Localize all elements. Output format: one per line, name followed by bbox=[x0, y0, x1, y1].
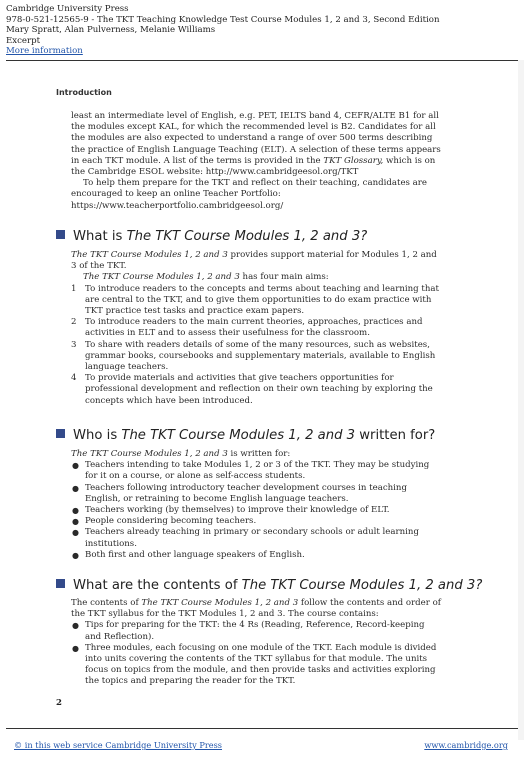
more-information-link[interactable]: More information bbox=[6, 46, 83, 57]
bullet-icon: ● bbox=[72, 528, 79, 538]
publisher-name: Cambridge University Press bbox=[6, 4, 129, 14]
list-item: 1 To introduce readers to the concepts and terms about teaching and learning that are central to the TKT, and to give them opportunities to do exam practice with TKT practice test tasks and practice exam papers. bbox=[71, 283, 439, 317]
list-item: ● Teachers already teaching in primary or secondary schools or adult learning institutions. bbox=[72, 527, 419, 549]
intro-text bbox=[71, 111, 443, 212]
list-item: ● Tips for preparing for the TKT: the 4 Rs (Reading, Reference, Record-keeping and Reflection). bbox=[72, 620, 425, 642]
list-item: ● Teachers working (by themselves) to improve their knowledge of ELT. bbox=[72, 505, 390, 516]
section-who-is-body: The TKT Course Modules 1, 2 and 3 is written for: ● Teachers intending to take Modules 1, 2 or 3 of the TKT. They may be studying for it on a course, or alone as self-access students. ● Teachers following introductory teacher development courses in teaching English, or retraining to become English language teachers. ● Teachers working (by themselves) to improve their knowledge of ELT. ● People considering becoming teachers. ● Teachers already teaching in primary or secondary schools or adult learning institutions. ● Both first and other language speakers of English. bbox=[71, 449, 443, 561]
list-item: ● People considering becoming teachers. bbox=[72, 516, 257, 527]
list-item: 2 To introduce readers to the main current theories, approaches, practices and activities in ELT and to assess their usefulness for the classroom. bbox=[71, 317, 423, 339]
website-link[interactable]: www.cambridge.org bbox=[424, 740, 508, 750]
contents-list bbox=[71, 620, 443, 687]
footer-divider bbox=[6, 728, 518, 729]
bullet-icon: ● bbox=[72, 550, 79, 560]
section-label: Introduction bbox=[56, 88, 112, 97]
excerpt-label: Excerpt bbox=[6, 35, 41, 46]
intro-paragraph-2: To help them prepare for the TKT and reflect on their teaching, candidates are encouraged to keep an online Teacher Portfolio: https://www.teacherportfolio.cambridgeesol.org/ bbox=[71, 178, 427, 211]
list-item: ● Both first and other language speakers of English. bbox=[72, 549, 305, 560]
document-header bbox=[6, 4, 516, 57]
bullet-icon: ● bbox=[72, 483, 79, 493]
bullet-icon: ● bbox=[72, 517, 79, 527]
heading-square-icon bbox=[56, 579, 65, 588]
page-number: 2 bbox=[56, 698, 62, 708]
bullet-icon: ● bbox=[72, 461, 79, 471]
aims-list bbox=[71, 284, 443, 407]
list-item: ● Teachers following introductory teacher development courses in teaching English, or retraining to become English language teachers. bbox=[72, 482, 407, 504]
section-heading-contents: What are the contents of The TKT Course Modules 1, 2 and 3? bbox=[56, 578, 482, 593]
list-item: ● Three modules, each focusing on one module of the TKT. Each module is divided into units covering the contents of the TKT syllabus for that module. The units focus on topics from the module, and then provide tasks and activities exploring the topics and preparing the reader for the TKT. bbox=[72, 642, 437, 687]
section-what-is-body: The TKT Course Modules 1, 2 and 3 provides support material for Modules 1, 2 and 3 of the TKT. The TKT Course Modules 1, 2 and 3 has four main aims: 1 To introduce readers to the concepts and terms about teaching and learning that are central to the TKT, and to give them opportunities to do exam practice with TKT practice test tasks and practice exam papers. 2 To introduce readers to the main current theories, approaches, practices and activities in ELT and to assess their usefulness for the classroom. 3 To share with readers details of some of the many resources, such as websites, grammar books, coursebooks and supplementary materials, available to English language teachers. 4 To provide materials and activities that give teachers opportunities for professional development and reflection on their own teaching by exploring the concepts which have been introduced. bbox=[71, 250, 443, 407]
audience-list bbox=[71, 460, 443, 561]
bullet-icon: ● bbox=[72, 506, 79, 516]
section-heading-what-is: What is The TKT Course Modules 1, 2 and 3? bbox=[56, 229, 367, 244]
section-heading-who-is: Who is The TKT Course Modules 1, 2 and 3 written for? bbox=[56, 428, 435, 443]
heading-square-icon bbox=[56, 230, 65, 239]
list-item: 3 To share with readers details of some of the many resources, such as websites, grammar books, coursebooks and supplementary materials, available to English language teachers. bbox=[71, 339, 436, 373]
copyright-link[interactable]: © in this web service Cambridge University Press bbox=[14, 740, 223, 750]
scrollbar[interactable] bbox=[518, 60, 524, 740]
bullet-icon: ● bbox=[72, 621, 79, 631]
section-contents-body: The contents of The TKT Course Modules 1, 2 and 3 follow the contents and order of the TKT syllabus for the TKT Modules 1, 2 and 3. The course contains: ● Tips for preparing for the TKT: the 4 Rs (Reading, Reference, Record-keeping and Reflection). ● Three modules, each focusing on one module of the TKT. Each module is divided into units covering the contents of the TKT syllabus for that module. The units focus on topics from the module, and then provide tasks and activities exploring the topics and preparing the reader for the TKT. bbox=[71, 598, 443, 688]
heading-square-icon bbox=[56, 429, 65, 438]
list-item: ● Teachers intending to take Modules 1, 2 or 3 of the TKT. They may be studying for it on a course, or alone as self-access students. bbox=[72, 460, 430, 482]
book-info: 978-0-521-12565-9 - The TKT Teaching Knowledge Test Course Modules 1, 2 and 3, Second Edition bbox=[6, 14, 440, 25]
bullet-icon: ● bbox=[72, 643, 79, 653]
header-divider bbox=[6, 60, 518, 61]
intro-paragraph-1: least an intermediate level of English, e.g. PET, IELTS band 4, CEFR/ALTE B1 for all the modules except KAL, for which the recommended level is B2. Candidates for all the modules are also expected to understand a range of over 500 terms describing the practice of English Language Teaching (ELT). A selection of these terms appears in each TKT module. A list of the terms is provided in the TKT Glossary, which is on the Cambridge ESOL website: http://www.cambridgeesol.org/TKT bbox=[71, 111, 441, 178]
authors: Mary Spratt, Alan Pulverness, Melanie Williams bbox=[6, 25, 216, 36]
list-item: 4 To provide materials and activities that give teachers opportunities for professional development and reflection on their own teaching by exploring the concepts which have been introduced. bbox=[71, 373, 433, 406]
